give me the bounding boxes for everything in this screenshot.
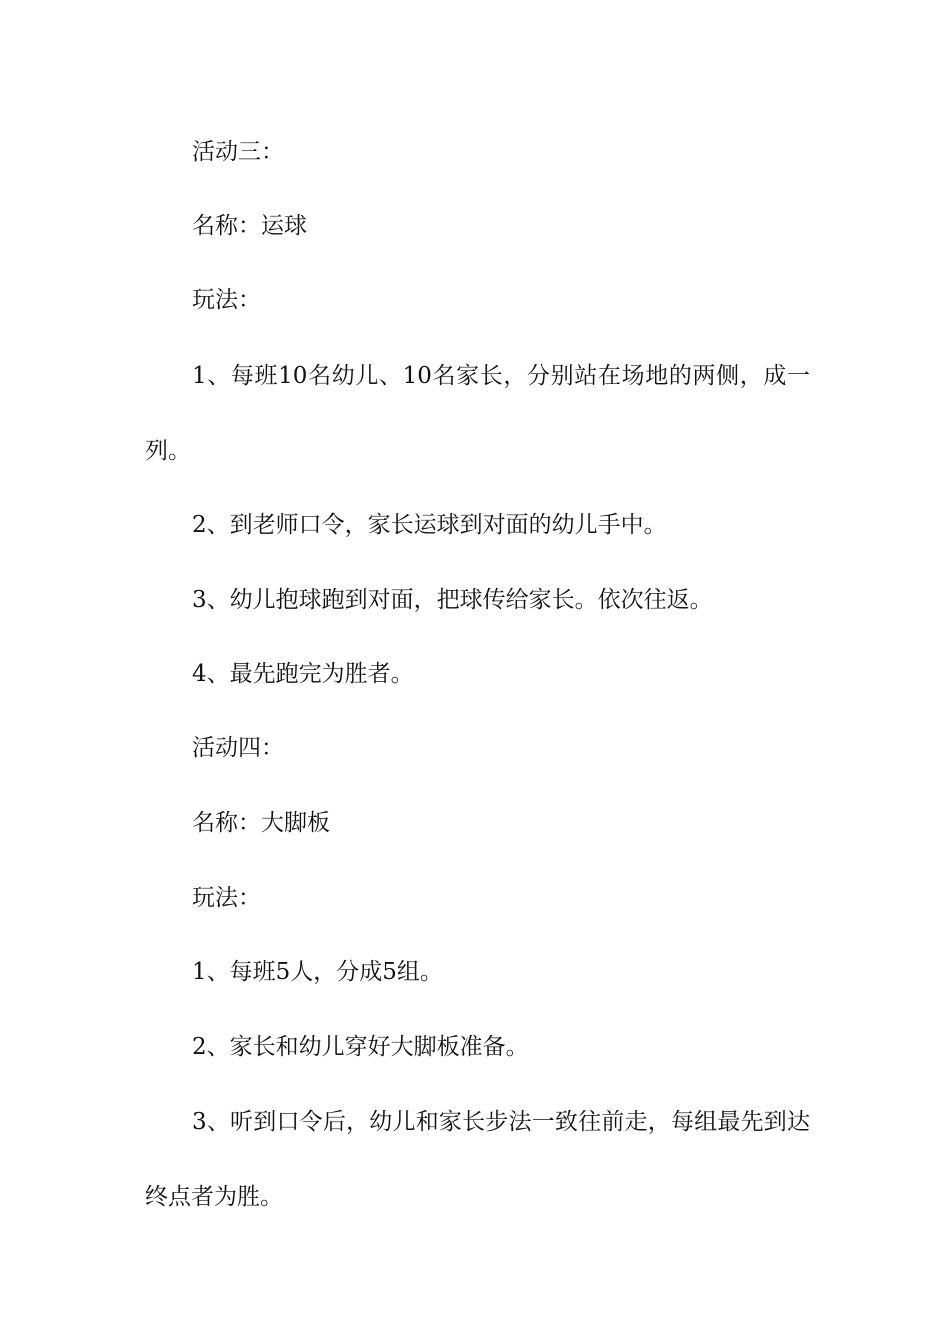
activity-3-rule-3: 3、幼儿抱球跑到对面，把球传给家长。依次往返。 <box>192 587 713 613</box>
section-heading-activity-4: 活动四： <box>192 735 284 761</box>
section-heading-activity-3: 活动三： <box>192 139 284 165</box>
activity-3-rule-2: 2、到老师口令，家长运球到对面的幼儿手中。 <box>192 512 667 538</box>
activity-3-name: 名称：运球 <box>192 213 307 239</box>
activity-4-name: 名称：大脚板 <box>192 810 330 836</box>
activity-3-rule-1: 1、每班10名幼儿、10名家长，分别站在场地的两侧，成一列。 <box>145 363 810 464</box>
activity-3-rule-4: 4、最先跑完为胜者。 <box>192 661 414 687</box>
activity-4-rule-3: 3、听到口令后，幼儿和家长步法一致往前走，每组最先到达终点者为胜。 <box>145 1109 810 1210</box>
activity-4-rule-2: 2、家长和幼儿穿好大脚板准备。 <box>192 1034 529 1060</box>
activity-3-rules-label: 玩法： <box>192 287 261 313</box>
activity-4-rule-1: 1、每班5人，分成5组。 <box>192 959 443 985</box>
activity-4-rules-label: 玩法： <box>192 885 261 911</box>
